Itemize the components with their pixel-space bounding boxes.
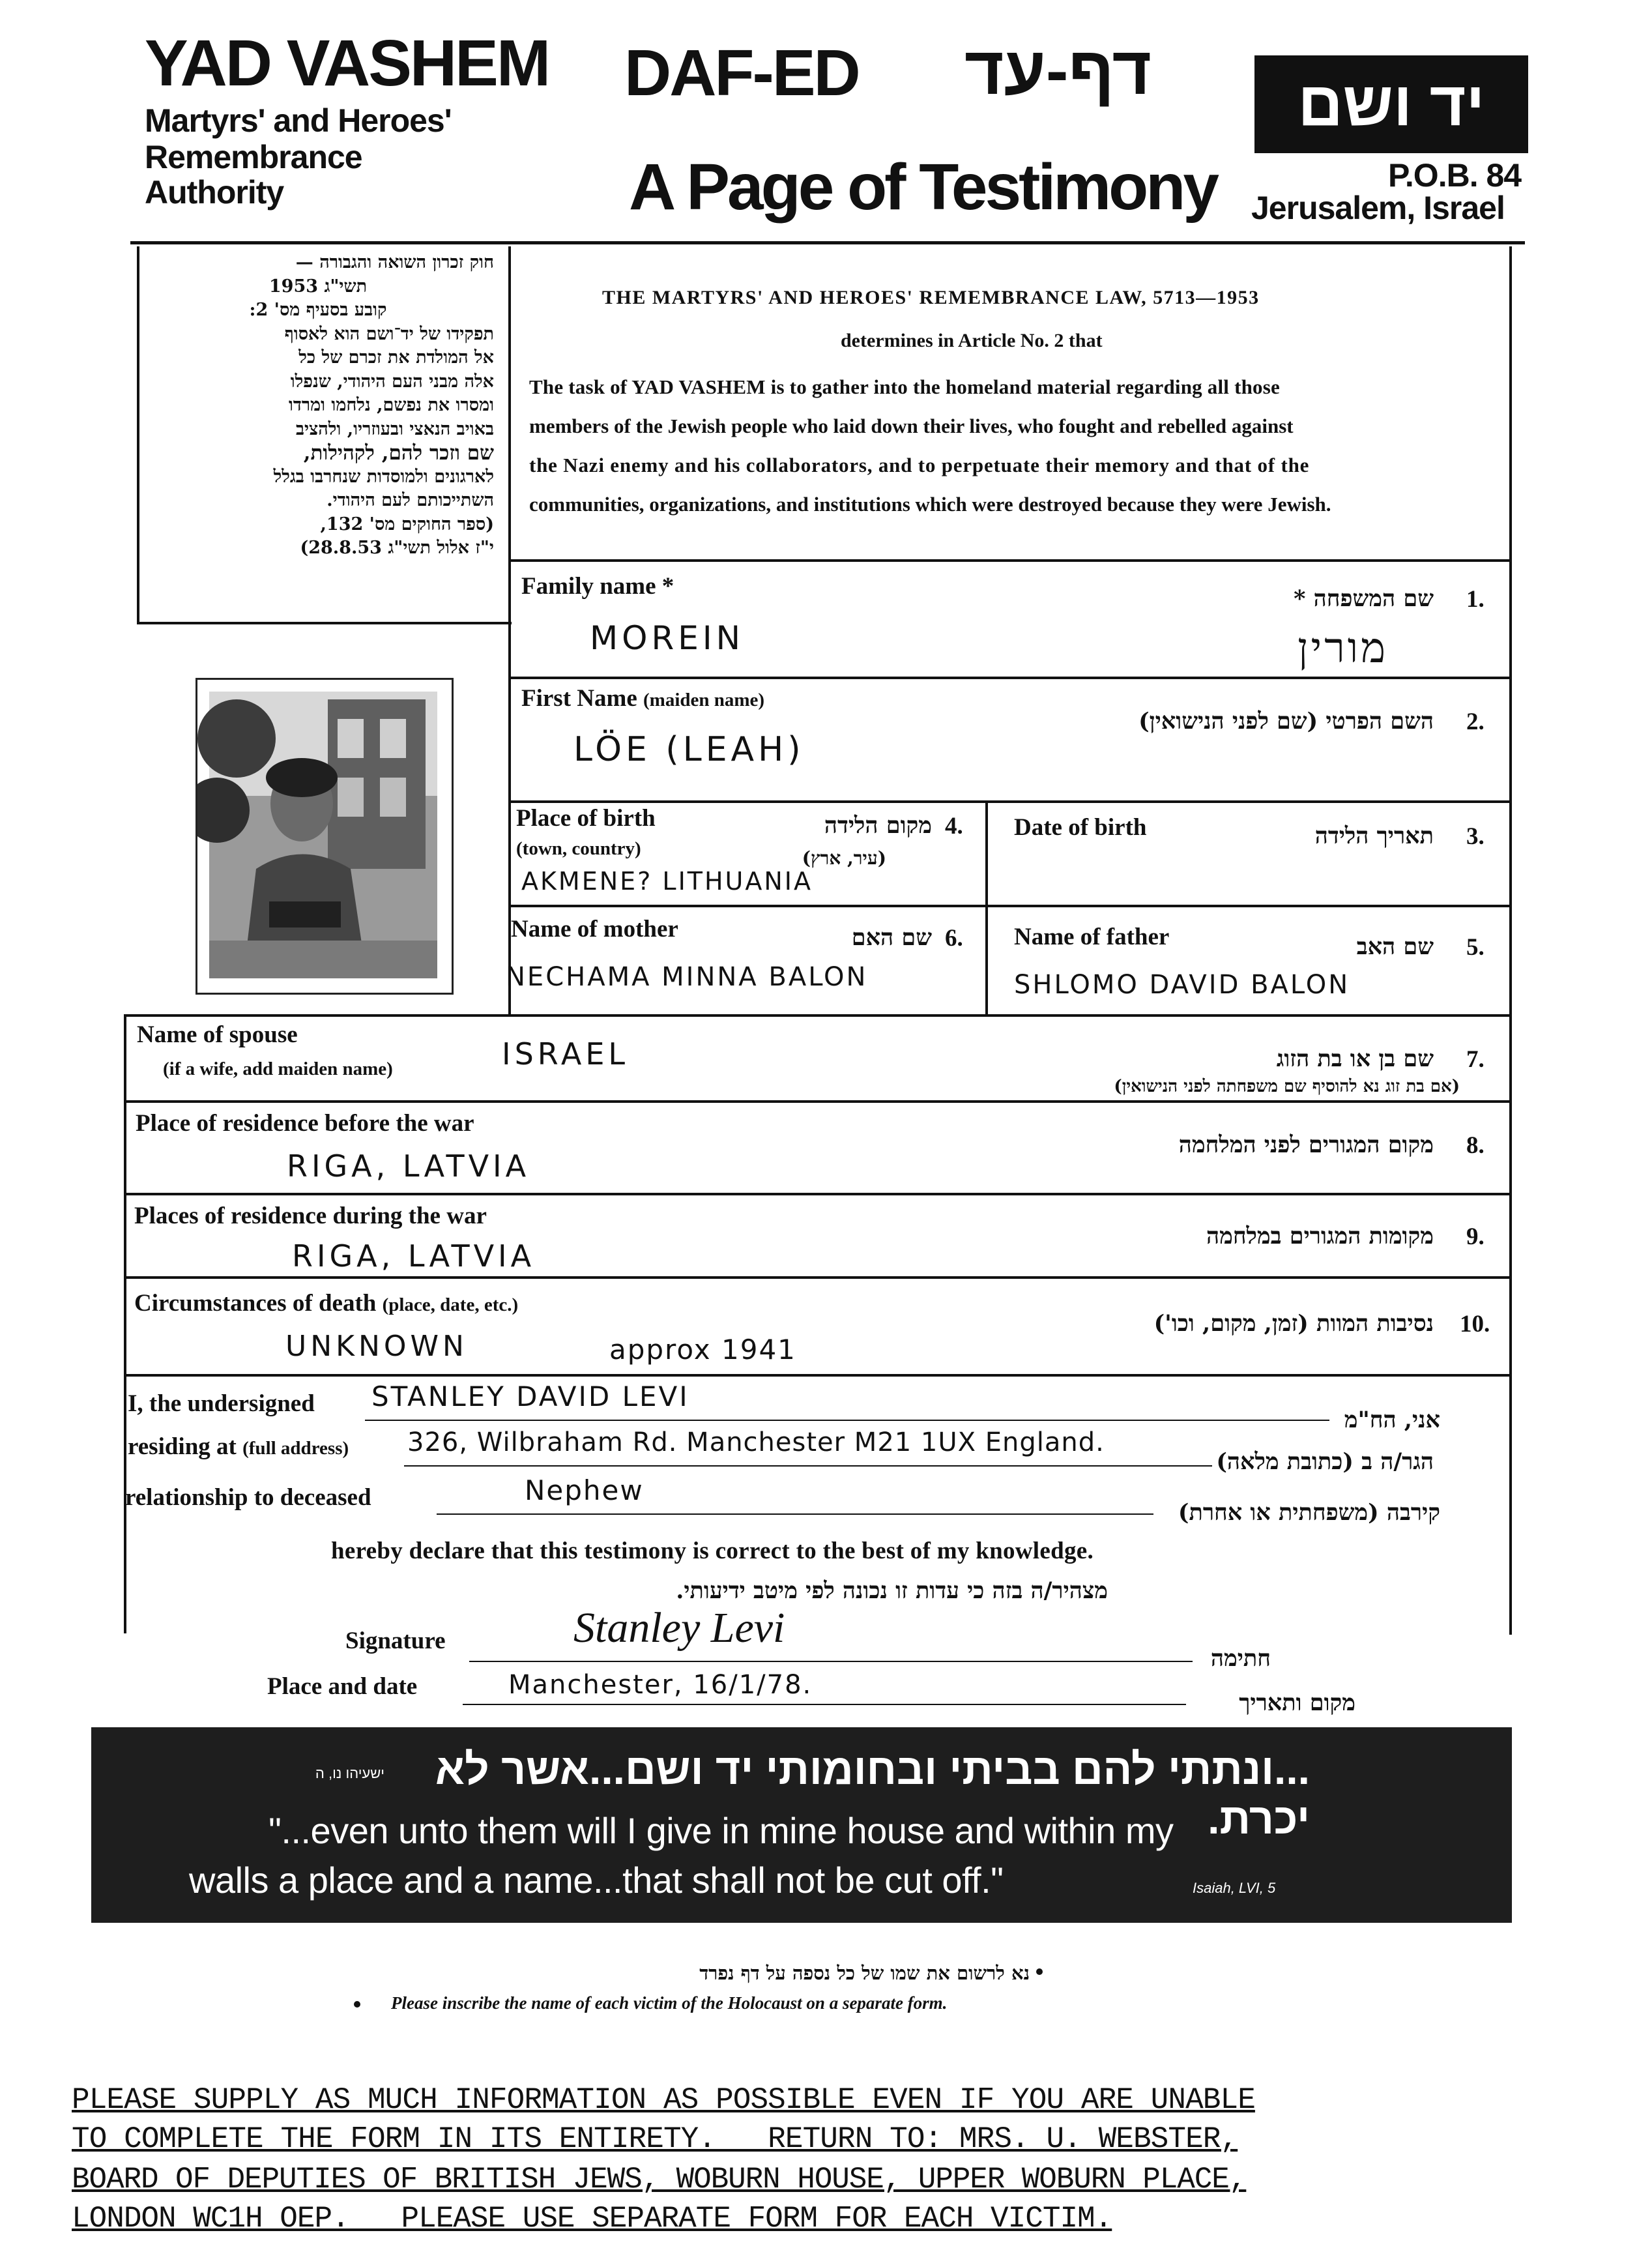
residence-during-number: 9. bbox=[1466, 1223, 1485, 1250]
header-rule bbox=[130, 241, 1525, 244]
banner-hebrew-ref: ישעיהו נו, ה bbox=[315, 1765, 384, 1781]
city: Jerusalem, Israel bbox=[1251, 190, 1505, 226]
signature-underline bbox=[469, 1661, 1193, 1662]
row-line-8 bbox=[124, 1276, 1512, 1279]
place-of-birth-value[interactable]: AKMENE? LITHUANIA bbox=[521, 867, 813, 896]
org-name: YAD VASHEM bbox=[145, 27, 549, 100]
typed-note-line-4: LONDON WC1H OEP. PLEASE USE SEPARATE FORM FOR EACH VICTIM. bbox=[72, 2202, 1112, 2236]
lower-left-border bbox=[124, 1014, 126, 1633]
row-line-3 bbox=[508, 800, 1512, 803]
row-line-9 bbox=[124, 1374, 1512, 1377]
death-label bbox=[134, 1289, 518, 1317]
family-name-value[interactable]: MOREIN bbox=[590, 619, 744, 657]
mother-number: 6. bbox=[945, 925, 963, 952]
first-name-hebrew-label: השם הפרטי (שם לפני הנישואין) bbox=[1138, 708, 1434, 735]
row-line-1 bbox=[508, 559, 1512, 562]
footnote-hebrew: נא לרשום את שמו של כל נספה על דף נפרד bbox=[699, 1962, 1030, 1984]
spouse-hebrew-sub: (אם בת זוג נא להוסיף שם משפחתה לפני הנישואין) bbox=[1114, 1077, 1460, 1096]
law-line-1: חוק זכרון השואה והגבורה — bbox=[295, 252, 494, 272]
logo-hebrew-text: יד ושם bbox=[1297, 69, 1485, 139]
undersigned-label: I, the undersigned bbox=[128, 1390, 315, 1417]
place-date-underline bbox=[463, 1704, 1186, 1705]
typed-note-line-2: TO COMPLETE THE FORM IN ITS ENTIRETY. RETURN TO: MRS. U. WEBSTER, bbox=[72, 2122, 1238, 2156]
law-subtitle: determines in Article No. 2 that bbox=[841, 330, 1103, 351]
declare-hebrew: מצהיר/ה בזה כי עדות זו נכונה לפי מיטב ידיעותי. bbox=[676, 1577, 1108, 1604]
father-number: 5. bbox=[1466, 934, 1485, 961]
father-value[interactable]: SHLOMO DAVID BALON bbox=[1014, 970, 1350, 1000]
photo-image bbox=[197, 680, 452, 993]
mother-hebrew-label: שם האם bbox=[851, 924, 932, 951]
place-of-birth-label: Place of birth bbox=[516, 805, 656, 832]
family-name-hebrew-label: שם המשפחה * bbox=[1294, 585, 1434, 612]
residence-before-hebrew-label: מקום המגורים לפני המלחמה bbox=[1178, 1132, 1434, 1158]
org-subtitle-3: Authority bbox=[145, 174, 284, 211]
family-name-hebrew-value[interactable]: מורין bbox=[1297, 624, 1388, 673]
residence-before-number: 8. bbox=[1466, 1132, 1485, 1159]
residing-label-sub: (full address) bbox=[242, 1438, 349, 1459]
residing-underline bbox=[404, 1465, 1212, 1467]
org-subtitle-1: Martyrs' and Heroes' bbox=[145, 102, 452, 139]
first-name-value[interactable]: LÖE (LEAH) bbox=[573, 730, 805, 769]
law-text-2: members of the Jewish people who laid down their lives, who fought and rebelled against bbox=[529, 415, 1294, 437]
residing-hebrew-label: הגר/ה ב (כתובת מלאה) bbox=[1216, 1448, 1434, 1475]
spouse-label: Name of spouse bbox=[137, 1021, 298, 1048]
law-line-13: י"ז אלול תשי"ג 28.8.53) bbox=[300, 538, 494, 558]
footnote-english: Please inscribe the name of each victim of the Holocaust on a separate form. bbox=[391, 1993, 948, 2013]
undersigned-underline bbox=[365, 1420, 1329, 1421]
first-name-label-text: First Name bbox=[521, 685, 637, 712]
residing-label bbox=[128, 1433, 349, 1461]
footnote-bullet-2 bbox=[354, 2001, 360, 2008]
relationship-label: relationship to deceased bbox=[125, 1484, 371, 1511]
col-divider bbox=[985, 800, 988, 1015]
first-name-label-sub: (maiden name) bbox=[643, 690, 765, 710]
declare-text: hereby declare that this testimony is correct to the best of my knowledge. bbox=[331, 1538, 1094, 1564]
law-line-6: אלה מבני העם היהודי, שנפלו bbox=[290, 371, 494, 392]
relationship-value[interactable]: Nephew bbox=[525, 1474, 644, 1506]
residence-before-value[interactable]: RIGA, LATVIA bbox=[287, 1148, 530, 1184]
signature-value[interactable]: Stanley Levi bbox=[573, 1604, 785, 1652]
main-left-border bbox=[508, 246, 511, 1015]
death-label-sub: (place, date, etc.) bbox=[382, 1294, 519, 1315]
father-hebrew-label: שם האב bbox=[1356, 933, 1434, 960]
typed-note-line-3: BOARD OF DEPUTIES OF BRITISH JEWS, WOBURN HOUSE, UPPER WOBURN PLACE, bbox=[72, 2163, 1247, 2197]
main-right-border bbox=[1509, 246, 1512, 1635]
law-line-8: באויב הנאצי ובעוזריו, ולהציב bbox=[295, 418, 494, 439]
spouse-value[interactable]: ISRAEL bbox=[502, 1036, 630, 1072]
place-of-birth-hebrew-sub: (עיר, ארץ) bbox=[802, 847, 886, 869]
law-title: THE MARTYRS' AND HEROES' REMEMBRANCE LAW, 5713—1953 bbox=[602, 287, 1260, 308]
first-name-number: 2. bbox=[1466, 709, 1485, 735]
father-label: Name of father bbox=[1014, 924, 1170, 950]
law-line-2: תשי"ג 1953 bbox=[268, 276, 368, 297]
residing-label-text: residing at bbox=[128, 1433, 237, 1460]
spouse-number: 7. bbox=[1466, 1046, 1485, 1073]
law-line-5: אל המולדת את זכרם של כל bbox=[298, 347, 494, 368]
residing-value[interactable]: 326, Wilbraham Rd. Manchester M21 1UX England. bbox=[407, 1427, 1105, 1457]
footnote-bullet-1 bbox=[1036, 1968, 1043, 1975]
death-date-value[interactable]: approx 1941 bbox=[609, 1334, 796, 1366]
death-number: 10. bbox=[1460, 1311, 1490, 1337]
banner-ref: Isaiah, LVI, 5 bbox=[1193, 1880, 1276, 1896]
pob: P.O.B. 84 bbox=[1388, 157, 1522, 194]
death-value[interactable]: UNKNOWN bbox=[285, 1330, 468, 1363]
victim-photo bbox=[196, 678, 454, 995]
death-hebrew-label: נסיבות המוות (זמן, מקום, וכו') bbox=[1153, 1310, 1434, 1337]
row-line-4 bbox=[508, 905, 1512, 907]
law-box-hebrew bbox=[142, 251, 494, 561]
law-text-1: The task of YAD VASHEM is to gather into the homeland material regarding all those bbox=[529, 375, 1280, 398]
residence-during-hebrew-label: מקומות המגורים במלחמה bbox=[1206, 1223, 1434, 1249]
banner-line-2: walls a place and a name...that shall not be cut off." bbox=[189, 1860, 1004, 1901]
row-line-5 bbox=[124, 1014, 1512, 1017]
spouse-hebrew-label: שם בן או בת הזוג bbox=[1276, 1045, 1434, 1072]
typed-note-line-1: PLEASE SUPPLY AS MUCH INFORMATION AS POSSIBLE EVEN IF YOU ARE UNABLE bbox=[72, 2083, 1255, 2117]
place-date-value[interactable]: Manchester, 16/1/78. bbox=[508, 1670, 813, 1700]
law-box-border-left bbox=[137, 246, 139, 623]
mother-value[interactable]: NECHAMA MINNA BALON bbox=[506, 962, 868, 992]
law-box-border-bottom bbox=[137, 622, 512, 624]
family-name-number: 1. bbox=[1466, 586, 1485, 613]
form-code: DAF-ED bbox=[624, 37, 859, 110]
law-line-4: תפקידו של יד־ושם הוא לאסוף bbox=[284, 323, 494, 344]
form-title: A Page of Testimony bbox=[629, 151, 1217, 224]
row-line-7 bbox=[124, 1193, 1512, 1195]
residence-before-label: Place of residence before the war bbox=[136, 1110, 474, 1137]
row-line-2 bbox=[508, 677, 1512, 679]
law-text-3: the Nazi enemy and his collaborators, and to perpetuate their memory and that of the bbox=[529, 454, 1310, 476]
logo bbox=[1254, 55, 1528, 153]
death-label-text: Circumstances of death bbox=[134, 1290, 377, 1317]
law-line-3: קובע בסעיף מס' 2: bbox=[249, 300, 387, 320]
row-line-6 bbox=[124, 1100, 1512, 1103]
place-date-label: Place and date bbox=[267, 1673, 418, 1700]
first-name-label bbox=[521, 684, 764, 712]
relationship-underline bbox=[437, 1513, 1153, 1515]
mother-label: Name of mother bbox=[511, 916, 678, 942]
spouse-label-sub: (if a wife, add maiden name) bbox=[163, 1059, 393, 1079]
residence-during-value[interactable]: RIGA, LATVIA bbox=[292, 1238, 536, 1274]
law-line-7: ומסרו את נפשם, נלחמו ומרדו bbox=[288, 395, 494, 415]
date-of-birth-number: 3. bbox=[1466, 823, 1485, 850]
place-of-birth-number: 4. bbox=[945, 813, 963, 840]
place-date-hebrew-label: מקום ותאריך bbox=[1239, 1689, 1355, 1716]
date-of-birth-hebrew-label: תאריך הלידה bbox=[1314, 823, 1434, 849]
law-line-11: השתייכותם לעם היהודי. bbox=[326, 490, 494, 510]
law-line-9: שם וזכר להם, לקהילות, bbox=[303, 441, 494, 465]
relationship-hebrew-label: קירבה (משפחתית או אחרת) bbox=[1178, 1499, 1440, 1526]
signature-label: Signature bbox=[345, 1628, 446, 1654]
undersigned-value[interactable]: STANLEY DAVID LEVI bbox=[371, 1381, 689, 1412]
signature-hebrew-label: חתימה bbox=[1210, 1645, 1271, 1672]
law-line-10: לארגונים ולמוסדות שנחרבו בגלל bbox=[273, 466, 494, 487]
residence-during-label: Places of residence during the war bbox=[134, 1203, 487, 1229]
form-code-hebrew: דף-עד bbox=[964, 33, 1152, 109]
place-of-birth-hebrew-label: מקום הלידה bbox=[824, 812, 932, 839]
law-line-12: (ספר החוקים מס' 132, bbox=[320, 514, 494, 534]
family-name-label: Family name * bbox=[521, 573, 674, 600]
banner-hebrew: ...ונתתי להם בביתי ובחומותי יד ושם...אשר לא יכרת. bbox=[435, 1745, 1310, 1843]
date-of-birth-label: Date of birth bbox=[1014, 814, 1147, 841]
org-subtitle-2: Remembrance bbox=[145, 139, 362, 175]
place-of-birth-label-sub: (town, country) bbox=[516, 838, 641, 859]
law-text-4: communities, organizations, and institutions which were destroyed because they were Jewish. bbox=[529, 493, 1331, 516]
banner-line-1: "...even unto them will I give in mine house and within my bbox=[268, 1810, 1174, 1851]
undersigned-hebrew-label: אני, הח"מ bbox=[1344, 1407, 1440, 1433]
